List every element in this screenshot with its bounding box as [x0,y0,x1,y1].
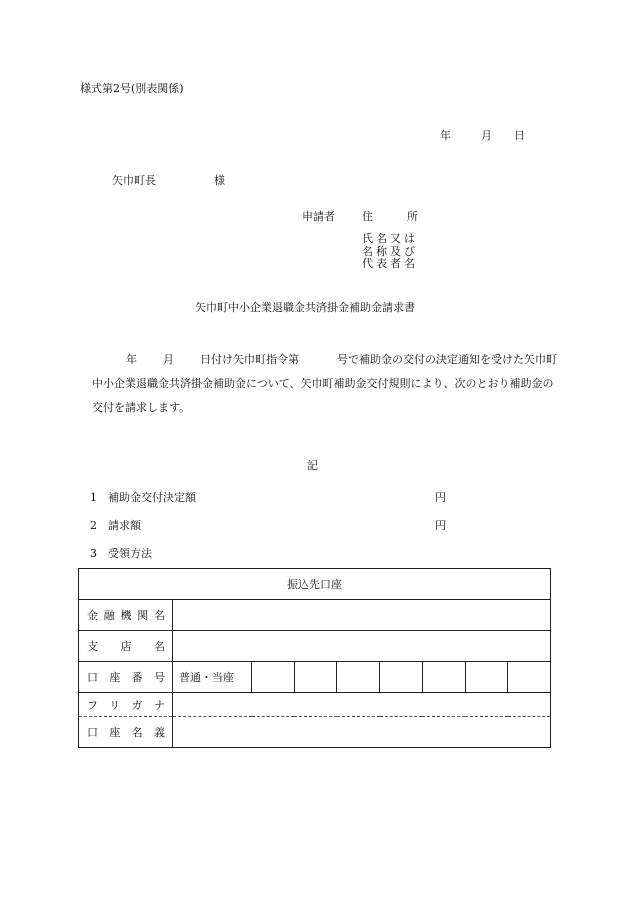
account-holder-label: 口座名義 [79,717,173,748]
branch-field[interactable] [173,631,551,662]
bank-account-table [78,568,551,748]
account-number-label: 口座番号 [79,662,173,693]
item-number: 2 [90,519,97,532]
name-label-line: 名称及び [362,244,418,258]
bank-table-header: 振込先口座 [79,569,551,600]
form-number: 様式第2号(別表関係) [80,82,184,95]
addressee [112,172,225,188]
account-holder-field[interactable] [173,717,551,748]
yen-unit: 円 [435,491,446,504]
branch-label: 支店名 [79,631,173,662]
item-line [90,545,152,561]
furigana-label: フリガナ [79,693,173,717]
bank-name-field[interactable] [173,600,551,631]
addressee-honorific: 様 [214,174,225,187]
account-digit-field[interactable] [380,662,423,693]
ki-heading: 記 [307,459,318,472]
date-year: 年 [440,129,451,142]
name-label-line: 代表者名 [362,257,418,270]
item-line [90,489,196,505]
account-digit-field[interactable] [465,662,508,693]
date-day: 日 [514,129,525,142]
account-digit-field[interactable] [508,662,551,693]
name-label-line: 氏名又は [362,232,418,245]
yen-unit: 円 [435,519,446,532]
account-digit-field[interactable] [252,662,295,693]
bank-name-label: 金融機関名 [79,600,173,631]
account-digit-field[interactable] [337,662,380,693]
body-month: 月 [163,353,174,366]
furigana-field[interactable] [173,693,551,717]
addressee-name: 矢巾町長 [112,174,156,187]
item-number: 1 [90,491,97,504]
body-text-b: 号で補助金の交付の決定通知を受けた矢巾町中小企業退職金共済掛金補助金について、矢巾町補助金交付規則により、次のとおり補助金の交付を請求します。 [92,353,557,414]
address-label-1: 住 [362,210,373,223]
item-number: 3 [90,547,97,560]
body-year: 年 [126,353,137,366]
body-paragraph [92,348,562,420]
account-digit-field[interactable] [294,662,337,693]
item-line [90,517,141,533]
applicant-label: 申請者 [302,210,335,223]
address-label [362,208,418,224]
account-type-field[interactable]: 普通・当座 [173,662,252,693]
address-label-2: 所 [407,210,418,223]
item-label: 補助金交付決定額 [108,491,196,504]
date-line [440,127,525,143]
body-text-a: 日付け矢巾町指令第 [200,353,299,366]
date-month: 月 [481,129,492,142]
document-title: 矢巾町中小企業退職金共済掛金補助金請求書 [195,301,415,314]
name-label-block [362,233,418,271]
item-label: 受領方法 [108,547,152,560]
account-digit-field[interactable] [422,662,465,693]
item-label: 請求額 [108,519,141,532]
